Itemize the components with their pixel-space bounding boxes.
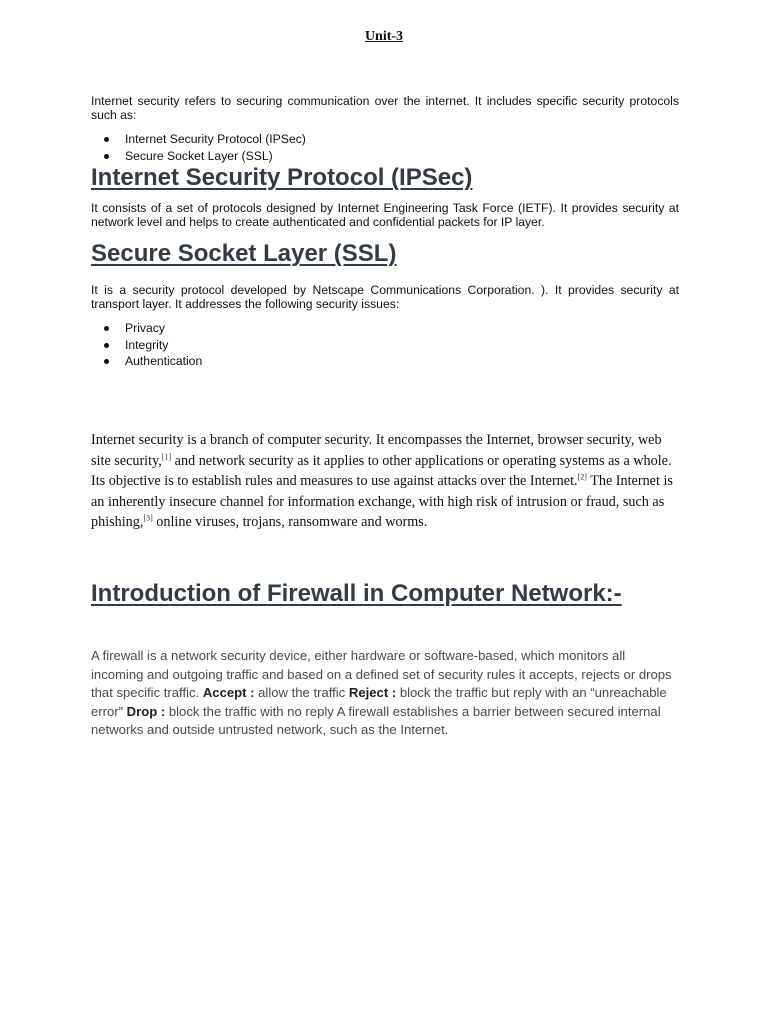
paragraph-text: Internet security is a branch of computer security. It encompasses the Internet, browser security, web site security, bbox=[91, 432, 662, 469]
reject-label: Reject : bbox=[348, 685, 397, 700]
ipsec-paragraph: It consists of a set of protocols designed by Internet Engineering Task Force (IETF). It provides security at network level and helps to create authenticated and confidential packets for IP layer. bbox=[91, 201, 679, 229]
paragraph-text: and network security as it applies to other applications or operating systems as a whole. Its objective is to establish rules and measures to use against attacks over the Internet. bbox=[91, 452, 672, 489]
drop-label: Drop : bbox=[126, 703, 166, 719]
ssl-paragraph: It is a security protocol developed by Netscape Communications Corporation. ). It provides security at transport layer. It addresses the following security issues: bbox=[91, 283, 679, 311]
paragraph-text: The Internet is an inherently insecure channel for information exchange, with high risk of intrusion or fraud, such as phishing, bbox=[91, 473, 673, 530]
citation-link[interactable]: [3] bbox=[143, 513, 153, 523]
accept-label: Accept : bbox=[202, 685, 255, 700]
paragraph-text: allow the traffic bbox=[254, 685, 349, 700]
firewall-heading: Introduction of Firewall in Computer Network:- bbox=[91, 580, 622, 607]
ssl-bullet-list bbox=[91, 320, 202, 370]
ssl-heading: Secure Socket Layer (SSL) bbox=[91, 240, 397, 267]
ipsec-heading: Internet Security Protocol (IPSec) bbox=[91, 164, 473, 191]
citation-link[interactable]: [2] bbox=[577, 472, 587, 482]
internet-security-paragraph bbox=[91, 430, 681, 533]
unit-title: Unit-3 bbox=[364, 29, 404, 44]
paragraph-text: online viruses, trojans, ransomware and worms. bbox=[152, 514, 428, 530]
citation-link[interactable]: [1] bbox=[161, 451, 172, 461]
list-item: Integrity bbox=[91, 337, 202, 354]
paragraph-text: A firewall is a network security device, either hardware or software-based, which monitors all incoming and outgoing traffic and based on a defined set of security rules it accepts, rejects or drops that specific traffic. bbox=[91, 648, 672, 700]
intro-bullet-list bbox=[91, 131, 306, 164]
paragraph-text: block the traffic with no reply A firewall establishes a barrier between secured internal networks and outside untrusted network, such as the Internet. bbox=[91, 703, 661, 737]
paragraph-text: block the traffic but reply with an “unreachable error” bbox=[91, 685, 667, 719]
list-item: Internet Security Protocol (IPSec) bbox=[91, 131, 306, 148]
intro-paragraph: Internet security refers to securing communication over the internet. It includes specific security protocols such as: bbox=[91, 94, 679, 122]
list-item: Privacy bbox=[91, 320, 202, 337]
firewall-paragraph bbox=[91, 647, 681, 740]
list-item: Authentication bbox=[91, 353, 202, 370]
list-item: Secure Socket Layer (SSL) bbox=[91, 148, 306, 165]
